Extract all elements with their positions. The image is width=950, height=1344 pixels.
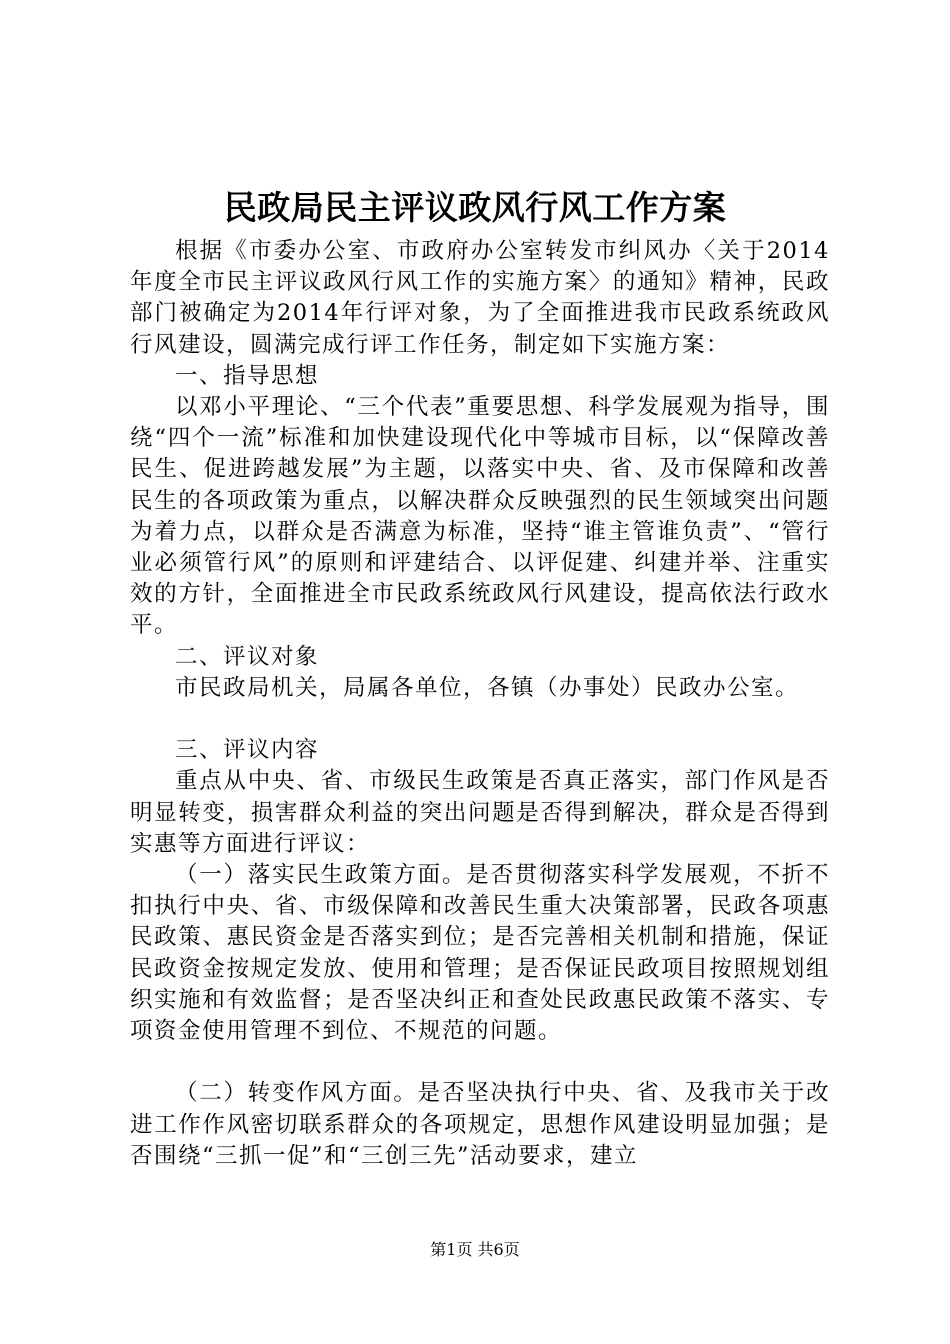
paragraph-gap <box>130 704 830 735</box>
section-heading-evaluation-content: 三、评议内容 <box>175 737 320 764</box>
item-paragraph-policy: （一）落实民生政策方面。是否贯彻落实科学发展观，不折不扣执行中央、省、市级保障和改善民生重大决策部署，民政各项惠民政策、惠民资金是否落实到位；是否完善相关机制和措施，保证民政资金按规定发放、使用和管理；是否保证民政项目按照规划组织实施和有效监督；是否坚决纠正和查处民政惠民政策不落实、专项资金使用管理不到位、不规范的问题。 <box>130 862 830 1045</box>
section-heading-evaluation-target: 二、评议对象 <box>175 643 320 670</box>
section-heading-guiding-ideology: 一、指导思想 <box>175 362 320 389</box>
paragraph-gap <box>130 1047 830 1078</box>
intro-paragraph: 根据《市委办公室、市政府办公室转发市纠风办〈关于2014年度全市民主评议政风行风工作的实施方案〉的通知》精神，民政部门被确定为2014年行评对象，为了全面推进我市民政系统政风行风建设，圆满完成行评工作任务，制定如下实施方案： <box>130 238 830 358</box>
page-footer: 第1页 共6页 <box>430 1240 520 1259</box>
document-body <box>130 236 830 1172</box>
section-paragraph-evaluation-content: 重点从中央、省、市级民生政策是否真正落实，部门作风是否明显转变，损害群众利益的突出问题是否得到解决，群众是否得到实惠等方面进行评议： <box>130 768 830 857</box>
section-paragraph-guiding-ideology: 以邓小平理论、“三个代表”重要思想、科学发展观为指导，围绕“四个一流”标准和加快建设现代化中等城市目标，以“保障改善民生、促进跨越发展”为主题，以落实中央、省、及市保障和改善民生的各项政策为重点，以解决群众反映强烈的民生领域突出问题为着力点，以群众是否满意为标准，坚持“谁主管谁负责”、“管行业必须管行风”的原则和评建结合、以评促建、纠建并举、注重实效的方针，全面推进全市民政系统政风行风建设，提高依法行政水平。 <box>130 394 830 639</box>
item-paragraph-work-style: （二）转变作风方面。是否坚决执行中央、省、及我市关于改进工作作风密切联系群众的各项规定，思想作风建设明显加强；是否围绕“三抓一促”和“三创三先”活动要求，建立 <box>130 1080 830 1169</box>
document-title: 民政局民主评议政风行风工作方案 <box>223 188 727 227</box>
section-paragraph-evaluation-target: 市民政局机关，局属各单位，各镇（办事处）民政办公室。 <box>175 674 800 701</box>
